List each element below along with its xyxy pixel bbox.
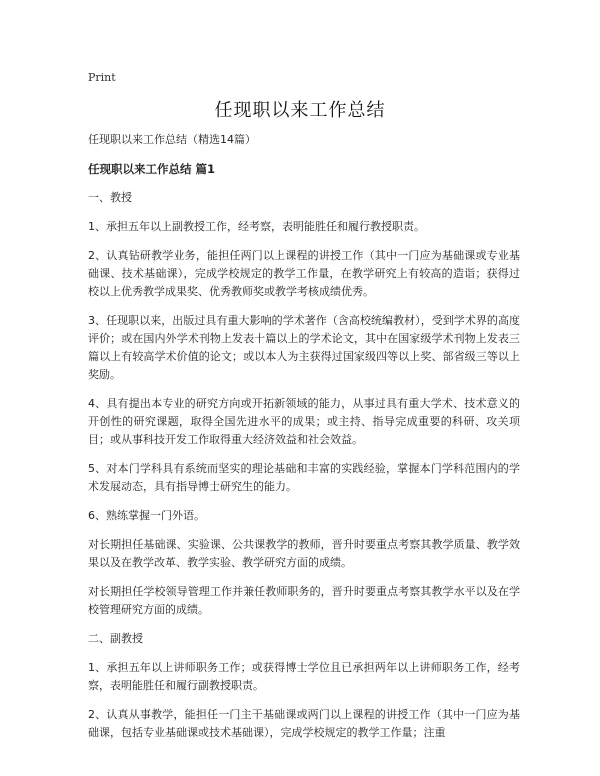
paragraph: 1、承担五年以上讲师职务工作；或获得博士学位且已承担两年以上讲师职务工作，经考察，表明能胜任和履行副教授职责。 bbox=[88, 661, 520, 692]
print-link[interactable]: Print bbox=[88, 71, 116, 84]
paragraph: 3、任现职以来，出版过具有重大影响的学术著作（含高校统编教材），受到学术界的高度评价；或在国内外学术刊物上发表十篇以上的学术论文，其中在国家级学术刊物上发表三篇以上有较高学术价值的论文；或以本人为主获得过国家级四等以上奖、部省级三等以上奖励。 bbox=[88, 314, 520, 381]
paragraph: 5、对本门学科具有系统而坚实的理论基础和丰富的实践经验，掌握本门学科范围内的学术发展动态，具有指导博士研究生的能力。 bbox=[88, 462, 520, 493]
section-label-associate-professor: 二、副教授 bbox=[88, 632, 143, 645]
paragraph: 对长期担任基础课、实验课、公共课教学的教师，晋升时要重点考察其教学质量、教学效果以及在教学改革、教学实验、教学研究方面的成绩。 bbox=[88, 538, 520, 569]
paragraph: 2、认真钻研教学业务，能担任两门以上课程的讲授工作（其中一门应为基础课或专业基础课、技术基础课），完成学校规定的教学工作量，在教学研究上有较高的造诣；获得过校以上优秀教学成果奖、优秀教师奖或教学考核成绩优秀。 bbox=[88, 249, 520, 298]
paragraph: 1、承担五年以上副教授工作，经考察，表明能胜任和履行教授职责。 bbox=[88, 220, 425, 233]
paragraph: 6、熟练掌握一门外语。 bbox=[88, 509, 205, 522]
paragraph: 4、具有提出本专业的研究方向或开拓新领域的能力，从事过具有重大学术、技术意义的开创性的研究课题，取得全国先进水平的成果；或主持、指导完成重要的科研、攻关项目；或从事科技开发工作取得重大经济效益和社会效益。 bbox=[88, 397, 520, 446]
document-subtitle: 任现职以来工作总结（精选14篇） bbox=[88, 133, 256, 146]
paragraph: 2、认真从事教学，能担任一门主干基础课或两门以上课程的讲授工作（其中一门应为基础课，包括专业基础课或技术基础课），完成学校规定的教学工作量；注重 bbox=[88, 708, 520, 739]
section-label-professor: 一、教授 bbox=[88, 191, 132, 204]
document-body bbox=[88, 131, 520, 753]
section-heading: 任现职以来工作总结 篇1 bbox=[88, 162, 216, 176]
page-title: 任现职以来工作总结 bbox=[214, 100, 386, 121]
paragraph: 对长期担任学校领导管理工作并兼任教师职务的，晋升时要重点考察其教学水平以及在学校管理研究方面的成绩。 bbox=[88, 585, 520, 616]
